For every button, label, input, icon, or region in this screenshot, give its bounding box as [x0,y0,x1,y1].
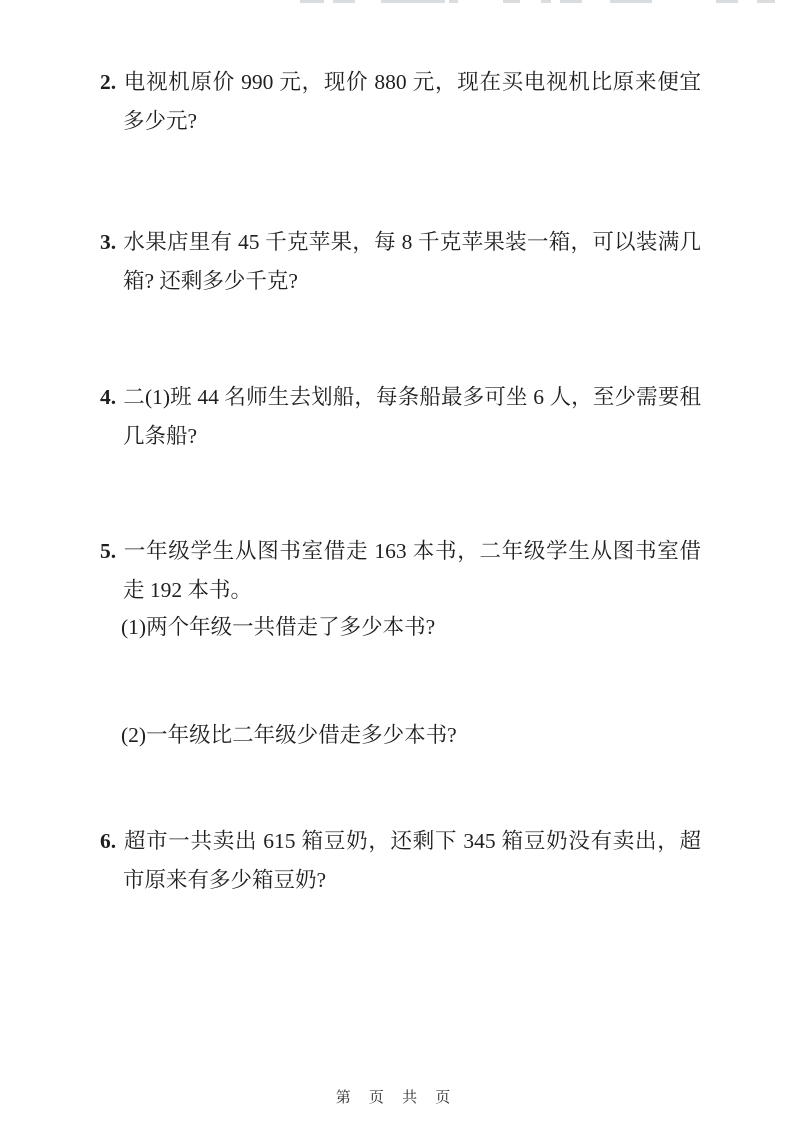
problem-number: 3. [100,230,117,254]
problem-number: 4. [100,385,117,409]
top-edge-artifact-segment [610,0,652,3]
subpart-text: (1)两个年级一共借走了多少本书? [121,615,436,639]
problem-text: 电视机原价 990 元，现价 880 元，现在买电视机比原来便宜多少元? [123,70,701,133]
problem-3-paragraph [100,223,701,300]
page-footer: 第 页 共 页 [335,1089,458,1106]
problem-4-paragraph [100,378,701,455]
problem-5-subpart-1 [121,608,701,647]
problem-5-paragraph [100,532,701,609]
problem-4 [100,378,701,455]
problem-6 [100,822,701,899]
problem-2-paragraph [100,63,701,140]
top-edge-artifact-segment [541,0,551,3]
problem-text: 二(1)班 44 名师生去划船，每条船最多可坐 6 人，至少需要租几条船? [123,385,701,448]
top-edge-artifacts [0,0,793,6]
top-edge-artifact-segment [503,0,520,3]
top-edge-artifact-segment [333,0,355,3]
problem-number: 6. [100,829,117,853]
problem-number: 2. [100,70,117,94]
top-edge-artifact-segment [716,0,738,3]
problem-5-subpart-2 [121,716,701,755]
problem-text: 超市一共卖出 615 箱豆奶，还剩下 345 箱豆奶没有卖出，超市原来有多少箱豆奶? [123,829,701,892]
problem-2 [100,63,701,140]
problem-text: 一年级学生从图书室借走 163 本书，二年级学生从图书室借走 192 本书。 [123,539,701,602]
problem-3 [100,223,701,300]
top-edge-artifact-segment [300,0,324,3]
problem-5 [100,532,701,609]
problem-6-paragraph [100,822,701,899]
top-edge-artifact-segment [381,0,445,3]
top-edge-artifact-segment [560,0,582,3]
problem-number: 5. [100,539,117,563]
top-edge-artifact-segment [757,0,775,3]
top-edge-artifact-segment [449,0,458,3]
subpart-text: (2)一年级比二年级少借走多少本书? [121,723,457,747]
problem-text: 水果店里有 45 千克苹果，每 8 千克苹果装一箱，可以装满几箱? 还剩多少千克? [123,230,701,293]
